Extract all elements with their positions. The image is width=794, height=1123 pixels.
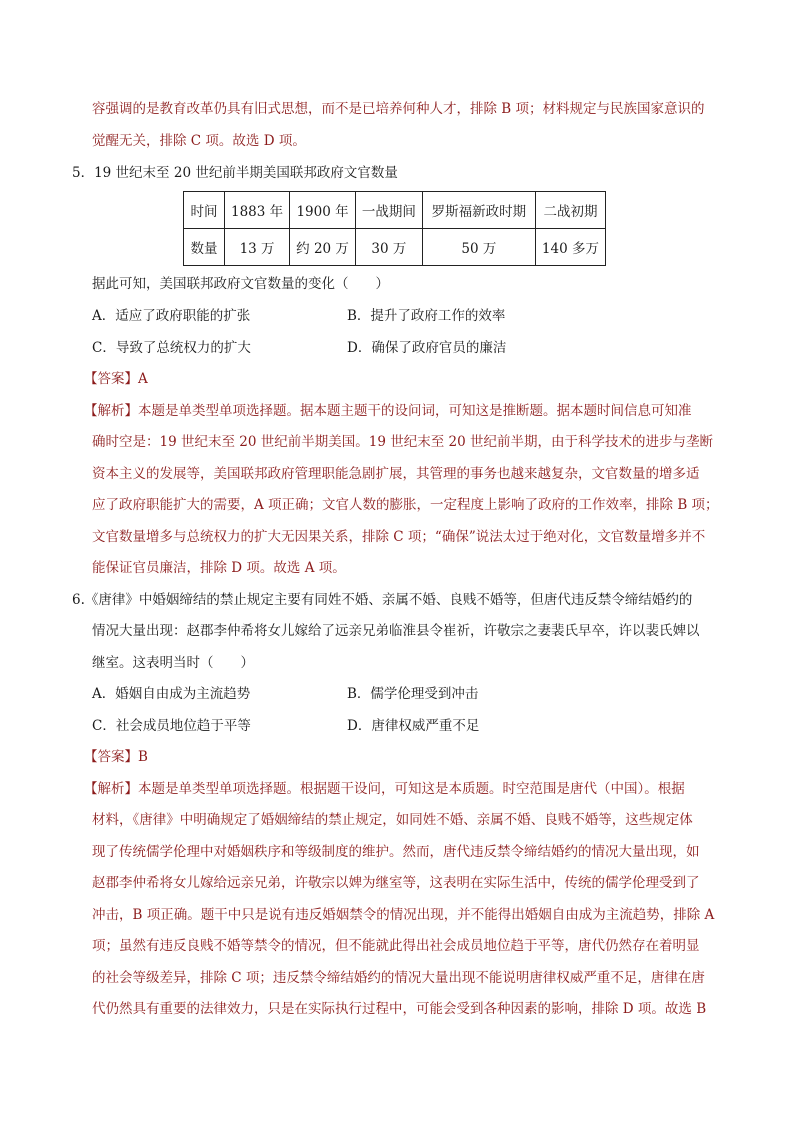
q5-stem: 据此可知，美国联邦政府文官数量的变化（ ） [92,276,389,292]
table-header-row [184,192,606,229]
q5-analysis-line: 【解析】本题是单类型单项选择题。据本题主题干的设问词，可知这是推断题。据本题时间信息可知准 [84,403,692,419]
q6-analysis-line: 现了传统儒学伦理中对婚姻秩序和等级制度的维护。然而，唐代违反禁令缔结婚约的情况大量出现，如 [92,844,700,860]
q5-analysis-line: 应了政府职能扩大的需要，A 项正确；文官人数的膨胀，一定程度上影响了政府的工作效率，排除 B 项； [92,497,719,513]
q6-analysis-line: 赵郡李仲希将女儿嫁给远亲兄弟，许敬宗以婢为继室等，这表明在实际生活中，传统的儒学伦理受到了 [92,875,700,891]
q5-option-b: B．提升了政府工作的效率 [347,308,506,324]
q6-analysis-line: 【解析】本题是单类型单项选择题。根据题干设问，可知这是本质题。时空范围是唐代（中国）。根据 [84,781,685,797]
prev-analysis-line-2: 觉醒无关，排除 C 项。故选 D 项。 [92,133,306,149]
q6-stem-line: 继室。这表明当时（ ） [92,655,254,671]
q5-analysis-line: 能保证官员廉洁，排除 D 项。故选 A 项。 [92,560,346,576]
table-cell: 1900 年 [290,192,356,229]
q6-analysis-line: 代仍然具有重要的法律效力，只是在实际执行过程中，可能会受到各种因素的影响，排除 D 项。故选 B [92,1001,707,1017]
q5-analysis-line: 资本主义的发展等，美国联邦政府管理职能急剧扩展，其管理的事务也越来越复杂，文官数量的增多适 [92,466,700,482]
table-cell: 13 万 [225,229,290,266]
q5-analysis-line: 确时空是：19 世纪末至 20 世纪前半期美国。19 世纪末至 20 世纪前半期，由于科学技术的进步与垄断 [92,434,713,450]
q6-option-c: C．社会成员地位趋于平等 [92,718,251,734]
table-cell: 罗斯福新政时期 [422,192,535,229]
q6-analysis-line: 冲击，B 项正确。题干中只是说有违反婚姻禁令的情况出现，并不能得出婚姻自由成为主流趋势，排除 A [92,907,715,923]
q6-analysis-line: 的社会等级差异，排除 C 项；违反禁令缔结婚约的情况大量出现不能说明唐律权威严重不足，唐律在唐 [92,970,705,986]
q5-option-c: C．导致了总统权力的扩大 [92,340,251,356]
table-cell: 约 20 万 [290,229,356,266]
table-cell: 140 多万 [535,229,605,266]
q5-title: 5．19 世纪末至 20 世纪前半期美国联邦政府文官数量 [72,165,398,181]
q5-option-d: D．确保了政府官员的廉洁 [347,340,507,356]
table-cell: 数量 [184,229,225,266]
prev-analysis-line-1: 容强调的是教育改革仍具有旧式思想，而不是已培养何种人才，排除 B 项；材料规定与民族国家意识的 [92,101,705,117]
table-cell: 1883 年 [225,192,290,229]
table-cell: 50 万 [422,229,535,266]
q6-stem-line: 6.《唐律》中婚姻缔结的禁止规定主要有同姓不婚、亲属不婚、良贱不婚等，但唐代违反禁令缔结婚约的 [72,592,693,608]
q6-answer: 【答案】B [84,749,148,765]
q5-answer: 【答案】A [84,371,148,387]
table-row [184,229,606,266]
q5-table [183,191,606,266]
table-cell: 30 万 [355,229,422,266]
q5-option-a: A．适应了政府职能的扩张 [92,308,251,324]
q6-option-d: D．唐律权威严重不足 [347,718,480,734]
table-cell: 二战初期 [535,192,605,229]
table-cell: 一战期间 [355,192,422,229]
q6-stem-line: 情况大量出现：赵郡李仲希将女儿嫁给了远亲兄弟临淮县令崔祈，许敬宗之妻裴氏早卒，许以裴氏婢以 [92,623,700,639]
q5-analysis-line: 文官数量增多与总统权力的扩大无因果关系，排除 C 项；“确保”说法太过于绝对化，文官数量增多并不 [92,529,706,545]
q6-option-a: A．婚姻自由成为主流趋势 [92,686,251,702]
table-cell: 时间 [184,192,225,229]
q6-analysis-line: 项；虽然有违反良贱不婚等禁令的情况，但不能就此得出社会成员地位趋于平等，唐代仍然存在着明显 [92,938,700,954]
q6-analysis-line: 材料，《唐律》中明确规定了婚姻缔结的禁止规定，如同姓不婚、亲属不婚、良贱不婚等，这些规定体 [92,812,693,828]
q6-option-b: B．儒学伦理受到冲击 [347,686,479,702]
